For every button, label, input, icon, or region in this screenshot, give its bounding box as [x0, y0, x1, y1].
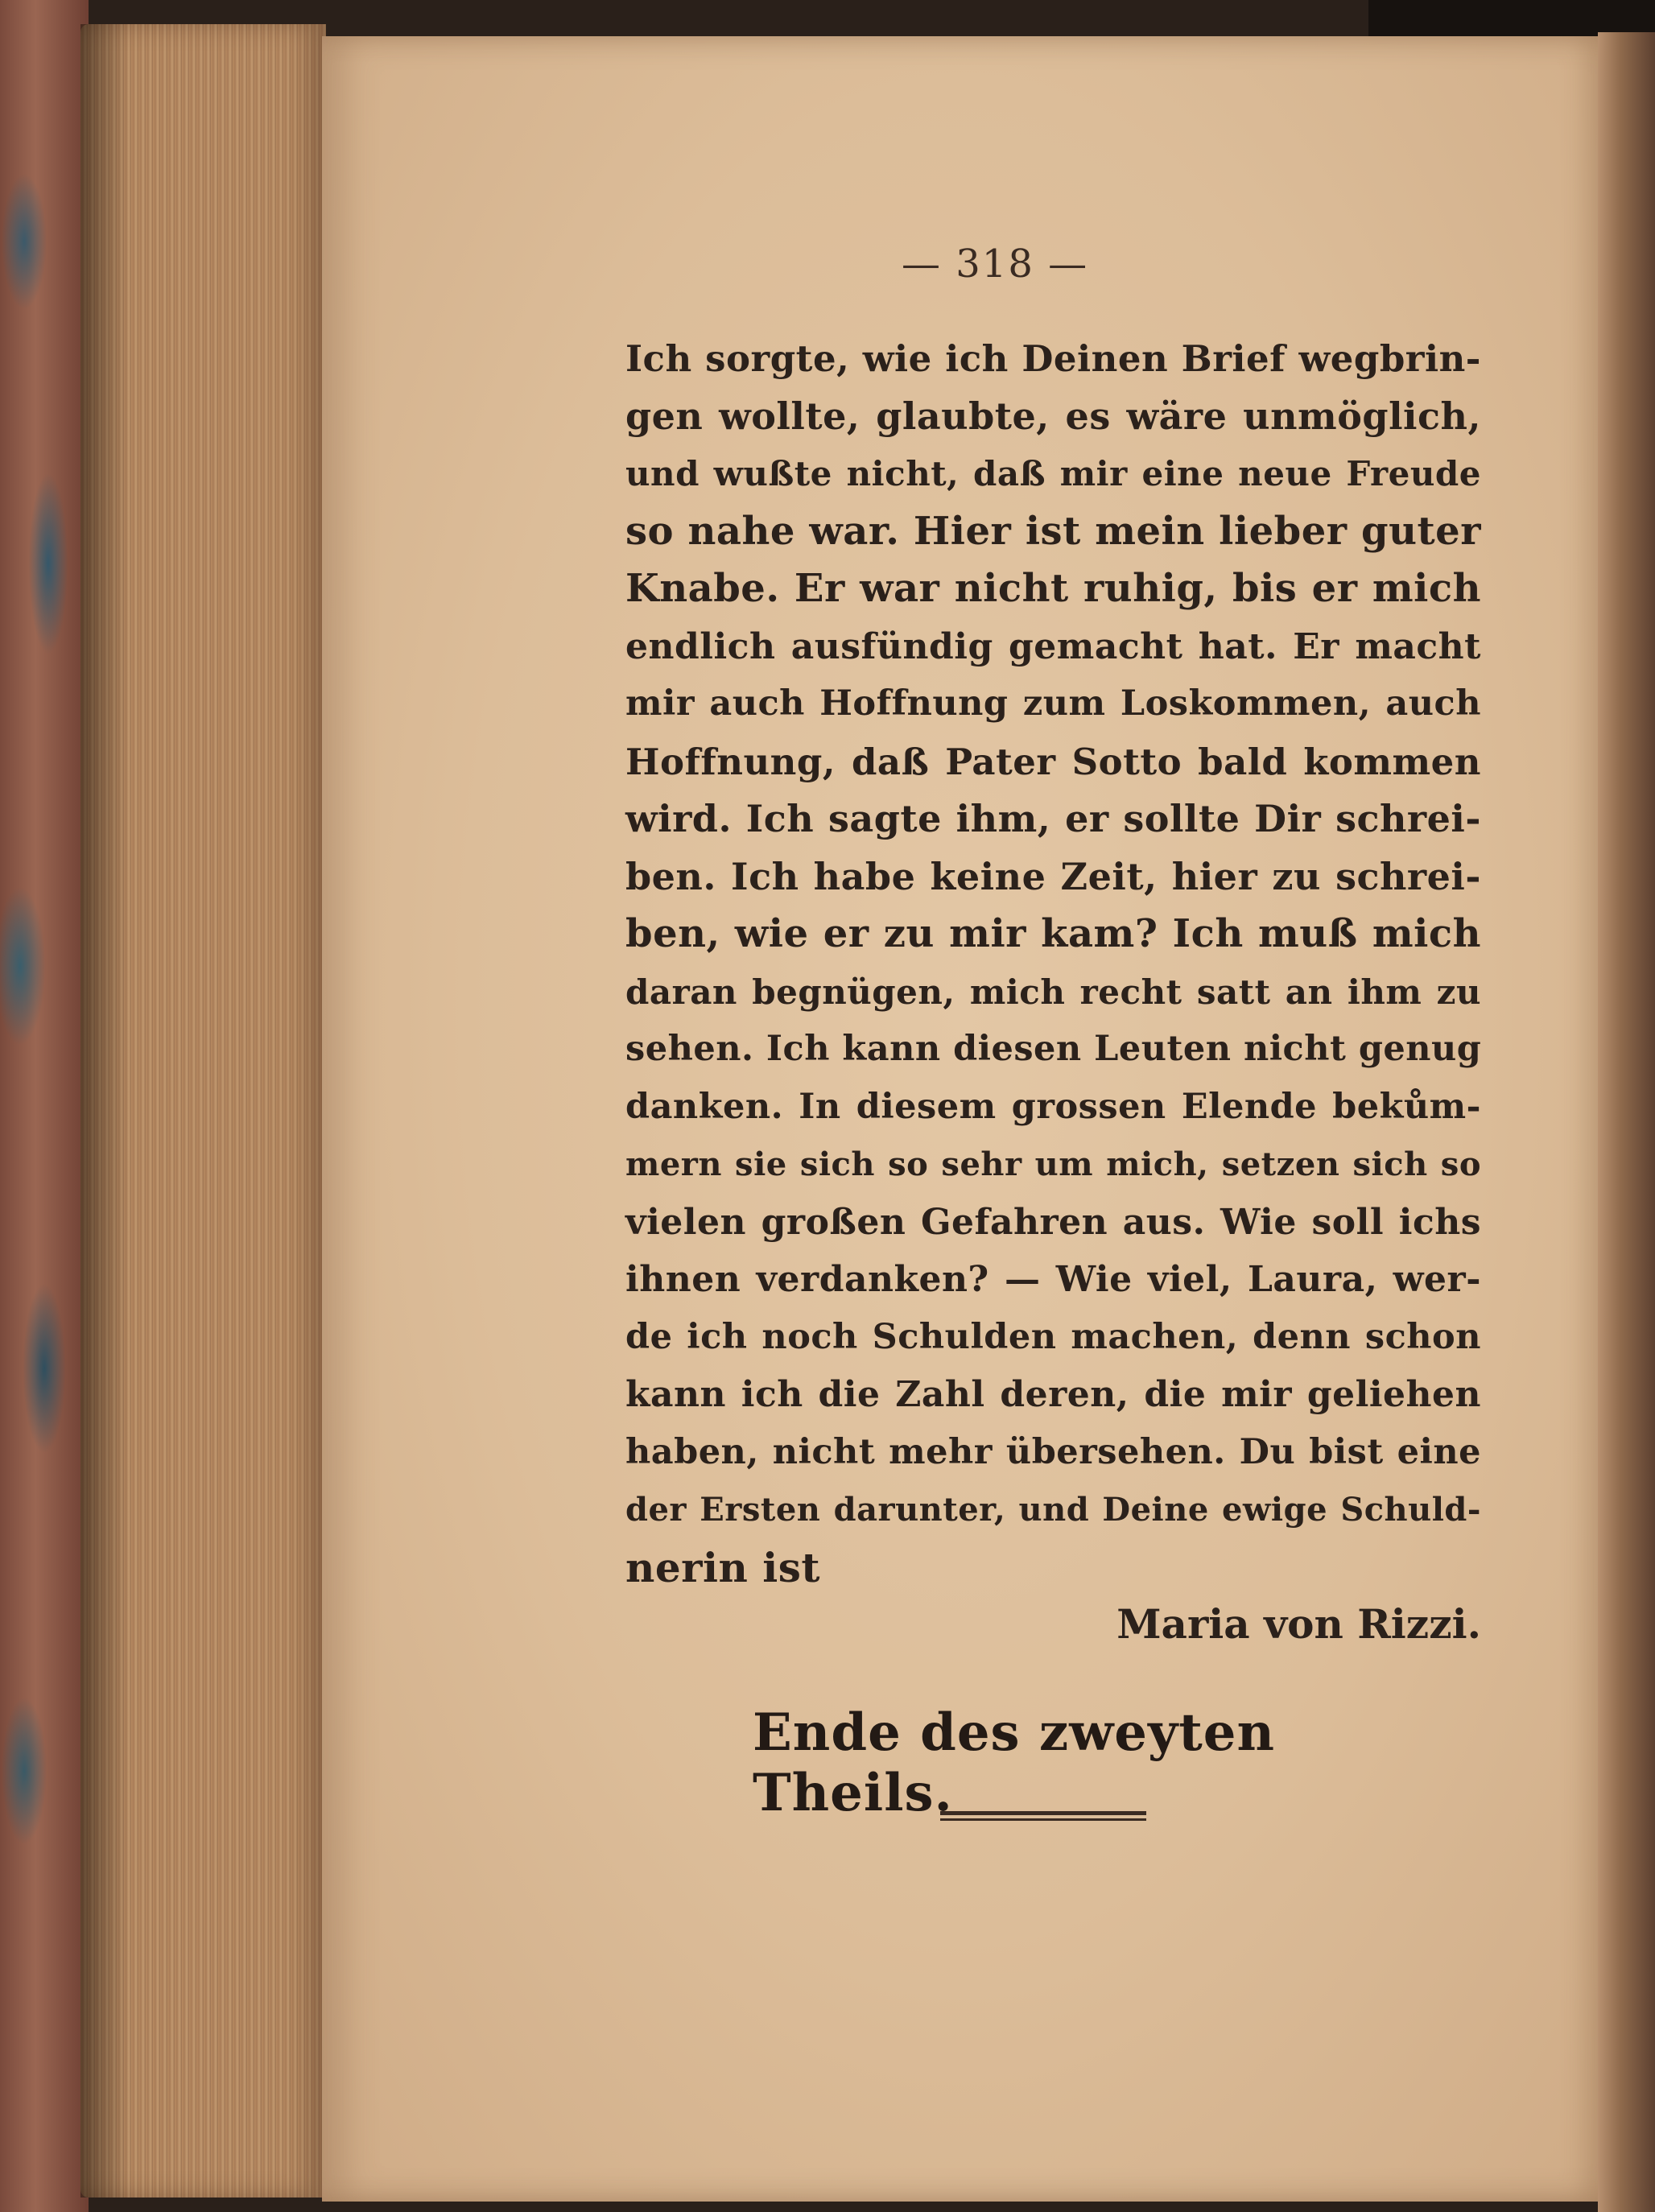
signature: Maria von Rizzi.	[1116, 1600, 1481, 1648]
page-block-shadow	[80, 24, 129, 2198]
text-line: und wußte nicht, daß mir eine neue Freude	[625, 454, 1481, 493]
body-text	[625, 330, 1481, 1596]
right-page-edge	[1598, 32, 1655, 2212]
text-line: endlich ausfündig gemacht hat. Er macht	[625, 625, 1481, 667]
text-line: daran begnügen, mich recht satt an ihm zu	[625, 972, 1481, 1012]
text-line: der Ersten darunter, und Deine ewige Schuld-	[625, 1491, 1481, 1529]
text-line: Ich sorgte, wie ich Deinen Brief wegbrin-	[625, 337, 1481, 380]
text-line: wird. Ich sagte ihm, er sollte Dir schrei-	[625, 797, 1481, 840]
marbled-cover	[0, 0, 89, 2212]
text-line: so nahe war. Hier ist mein lieber guter	[625, 508, 1481, 554]
text-line: ben. Ich habe keine Zeit, hier zu schrei-	[625, 854, 1481, 898]
text-line: ihnen verdanken? — Wie viel, Laura, wer-	[625, 1259, 1481, 1300]
text-line: gen wollte, glaubte, es wäre unmöglich,	[625, 394, 1481, 438]
text-line: kann ich die Zahl deren, die mir geliehen	[625, 1374, 1481, 1415]
text-line: nerin ist	[625, 1543, 820, 1591]
end-title: Ende des zweyten Theils.	[753, 1702, 1275, 1823]
text-line: sehen. Ich kann diesen Leuten nicht genug	[625, 1029, 1482, 1069]
end-rule	[940, 1811, 1146, 1821]
text-line: vielen großen Gefahren aus. Wie soll ichs	[625, 1201, 1481, 1243]
text-line: de ich noch Schulden machen, denn schon	[625, 1316, 1481, 1357]
text-line: haben, nicht mehr übersehen. Du bist eine	[625, 1431, 1481, 1472]
text-line: Hoffnung, daß Pater Sotto bald kommen	[625, 740, 1481, 783]
text-line: danken. In diesem grossen Elende bekům-	[625, 1086, 1481, 1127]
page-header: — 318 —	[902, 241, 1089, 287]
text-line: ben, wie er zu mir kam? Ich muß mich	[625, 911, 1481, 956]
text-line: mir auch Hoffnung zum Loskommen, auch	[625, 683, 1481, 724]
text-line: mern sie sich so sehr um mich, setzen sich so	[625, 1145, 1481, 1183]
text-line: Knabe. Er war nicht ruhig, bis er mich	[625, 566, 1481, 611]
